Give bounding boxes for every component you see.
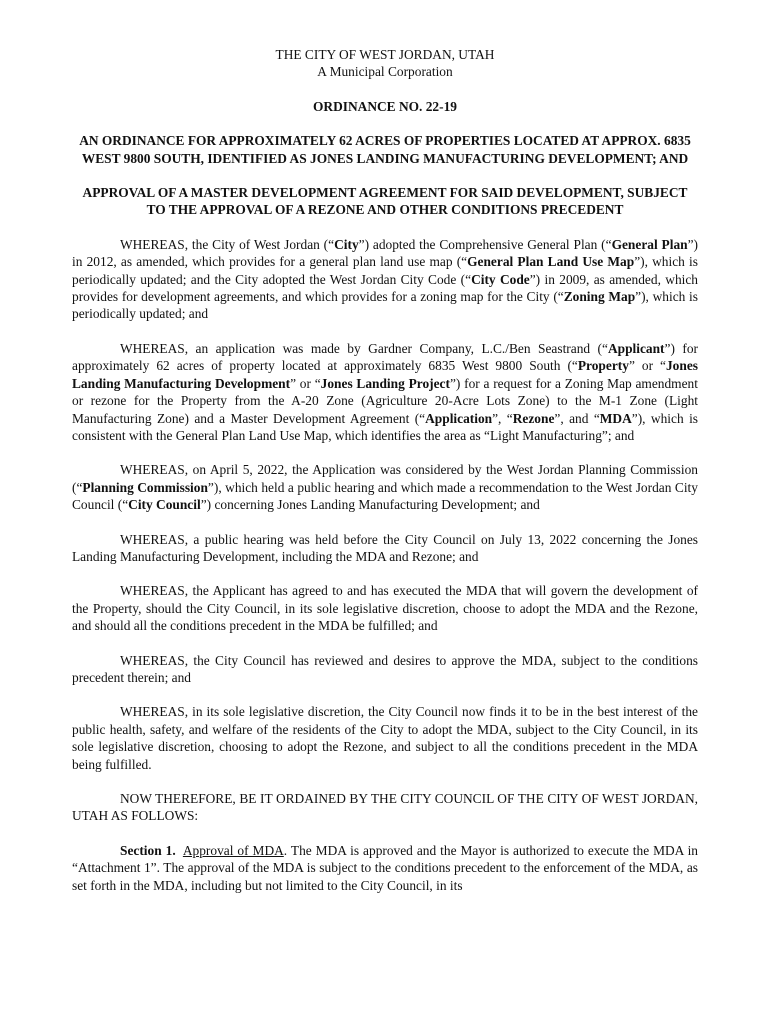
city-heading: THE CITY OF WEST JORDAN, UTAH bbox=[275, 47, 495, 62]
recital-paragraph-2: WHEREAS, an application was made by Gardner Company, L.C./Ben Seastrand (“Applicant”) for approximately 62 acres of property located at approximately 6835 West 9800 South (“Property” or “Jones Landing Manufacturing Development” or “Jones Landing Project”) for a request for a Zoning Map amendment or rezone for the Property from the A-20 Zone (Agriculture 20-Acre Lots Zone) to the M-1 Zone (Light Manufacturing Zone) and a Master Development Agreement (“Application”, “Rezone”, and “MDA”), which is consistent with the General Plan Land Use Map, which identifies the area as “Light Manufacturing”; and bbox=[72, 340, 698, 443]
recital-paragraph-3: WHEREAS, on April 5, 2022, the Application was considered by the West Jordan Planning Commission (“Planning Commission”), which held a public hearing and which made a recommendation to the West Jordan City Council (“City Council”) concerning Jones Landing Manufacturing Development; and bbox=[72, 462, 698, 513]
recital-paragraph-5: WHEREAS, the Applicant has agreed to and has executed the MDA that will govern the development of the Property, should the City Council, in its sole legislative discretion, choose to adopt the MDA and the Rezone, and should all the conditions precedent in the MDA be fulfilled; and bbox=[72, 583, 698, 634]
ordinance-title-continued: APPROVAL OF A MASTER DEVELOPMENT AGREEMENT FOR SAID DEVELOPMENT, SUBJECT TO THE APPROVAL OF A REZONE AND OTHER CONDITIONS PRECEDENT bbox=[82, 185, 688, 218]
ordaining-clause: NOW THEREFORE, BE IT ORDAINED BY THE CITY COUNCIL OF THE CITY OF WEST JORDAN, UTAH AS FOLLOWS: bbox=[72, 791, 698, 824]
recital-paragraph-4: WHEREAS, a public hearing was held before the City Council on July 13, 2022 concerning the Jones Landing Manufacturing Development, including the MDA and Rezone; and bbox=[72, 531, 698, 564]
section-1-label: Section 1. bbox=[120, 842, 176, 858]
document-page bbox=[72, 46, 698, 894]
corporation-subheading: A Municipal Corporation bbox=[317, 64, 453, 80]
section-1-paragraph: Section 1. Approval of MDA. The MDA is approved and the Mayor is authorized to execute the MDA in “Attachment 1”. The approval of the MDA is subject to the conditions precedent to the enforcement of the MDA, as set forth in the MDA, including but not limited to the City Council, in its bbox=[72, 842, 698, 893]
recital-paragraph-6: WHEREAS, the City Council has reviewed and desires to approve the MDA, subject to the conditions precedent therein; and bbox=[72, 652, 698, 685]
ordinance-title: AN ORDINANCE FOR APPROXIMATELY 62 ACRES OF PROPERTIES LOCATED AT APPROX. 6835 WEST 9800 SOUTH, IDENTIFIED AS JONES LANDING MANUFACTURING DEVELOPMENT; AND bbox=[79, 133, 691, 166]
ordinance-number: ORDINANCE NO. 22-19 bbox=[313, 98, 457, 114]
recital-paragraph-7: WHEREAS, in its sole legislative discretion, the City Council now finds it to be in the best interest of the public health, safety, and welfare of the residents of the City to adopt the MDA, subject to the City Council, in its sole legislative discretion, choosing to adopt the Rezone, and subject to all the conditions precedent in the MDA being fulfilled. bbox=[72, 704, 698, 772]
recital-paragraph-1: WHEREAS, the City of West Jordan (“City”) adopted the Comprehensive General Plan (“General Plan”) in 2012, as amended, which provides for a general plan land use map (“General Plan Land Use Map”), which is periodically updated; and the City adopted the West Jordan City Code (“City Code”) in 2009, as amended, which provides for development agreements, and which provides for a zoning map for the City (“Zoning Map”), which is periodically updated; and bbox=[72, 236, 698, 322]
section-1-heading: Approval of MDA bbox=[182, 842, 284, 858]
